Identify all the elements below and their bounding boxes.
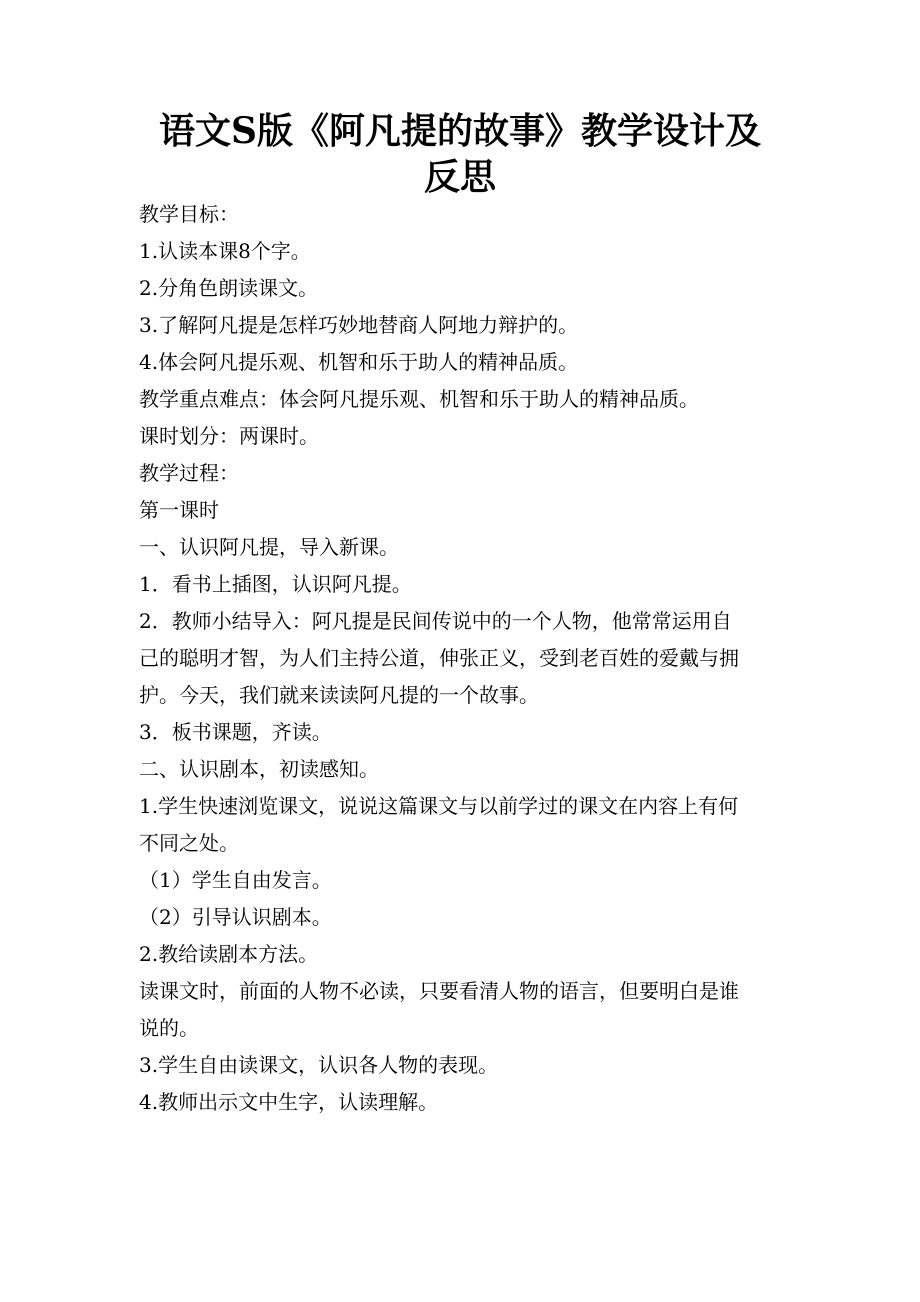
- body-text: 读课文时，前面的人物不必读，只要看清人物的语言，但要明白是谁: [139, 979, 739, 1003]
- step-item: 2．教师小结导入：阿凡提是民间传说中的一个人物，他常常运用自: [139, 609, 732, 633]
- step-item: 4.教师出示文中生字，认读理解。: [139, 1090, 439, 1114]
- sub-item: （1）学生自由发言。: [139, 868, 332, 892]
- step-item-continued: 护。今天，我们就来读读阿凡提的一个故事。: [139, 683, 539, 707]
- document-body: [139, 196, 787, 1121]
- document-title: [0, 108, 920, 200]
- step-heading: 一、认识阿凡提，导入新课。: [139, 535, 399, 559]
- section-heading-process: 教学过程：: [139, 461, 239, 485]
- objective-item: 2.分角色朗读课文。: [139, 276, 319, 300]
- lesson-heading: 第一课时: [139, 498, 219, 522]
- sub-item: （2）引导认识剧本。: [139, 905, 332, 929]
- step-item: 2.教给读剧本方法。: [139, 942, 319, 966]
- lesson-hours: 课时划分：两课时。: [139, 424, 319, 448]
- step-item-continued: 己的聪明才智，为人们主持公道，伸张正义，受到老百姓的爱戴与拥: [139, 646, 739, 670]
- step-heading: 二、认识剧本，初读感知。: [139, 757, 379, 781]
- objective-item: 1.认读本课8个字。: [139, 239, 311, 263]
- key-difficulty: 教学重点难点：体会阿凡提乐观、机智和乐于助人的精神品质。: [139, 387, 699, 411]
- document-title-line-2: 反思: [423, 156, 496, 198]
- objective-item: 4.体会阿凡提乐观、机智和乐于助人的精神品质。: [139, 350, 579, 374]
- document-title-line-1: 语文S版《阿凡提的故事》教学设计及: [159, 110, 761, 152]
- step-item: 3.学生自由读课文，认识各人物的表现。: [139, 1053, 499, 1077]
- step-item: 1．看书上插图，认识阿凡提。: [139, 572, 412, 596]
- step-item: 1.学生快速浏览课文，说说这篇课文与以前学过的课文在内容上有何: [139, 794, 739, 818]
- section-heading-objectives: 教学目标：: [139, 202, 239, 226]
- step-item-continued: 不同之处。: [139, 831, 239, 855]
- objective-item: 3.了解阿凡提是怎样巧妙地替商人阿地力辩护的。: [139, 313, 579, 337]
- body-text-continued: 说的。: [139, 1016, 199, 1040]
- step-item: 3．板书课题，齐读。: [139, 720, 332, 744]
